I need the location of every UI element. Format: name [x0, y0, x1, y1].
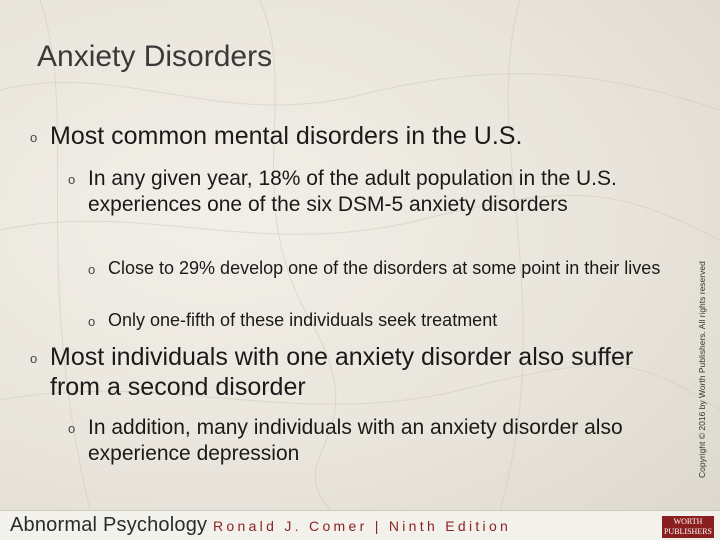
bullet-text: Most individuals with one anxiety disorder also suffer from a second disorder — [50, 343, 634, 401]
bullet-marker: o — [88, 262, 96, 277]
bullet-item — [88, 309, 693, 331]
bullet-marker: o — [68, 172, 76, 187]
bullet-text: Close to 29% develop one of the disorders at some point in their lives — [108, 258, 661, 278]
bullet-text: In addition, many individuals with an anxiety disorder also experience depression — [88, 416, 623, 465]
copyright-notice: Copyright © 2016 by Worth Publishers. All rights reserved — [697, 261, 707, 478]
footer-author-edition: Ronald J. Comer | Ninth Edition — [213, 518, 512, 534]
bullet-item — [30, 342, 650, 402]
bullet-item — [88, 257, 693, 279]
bullet-marker: o — [30, 130, 38, 145]
bullet-marker: o — [68, 421, 76, 436]
bullet-text: Most common mental disorders in the U.S. — [50, 122, 523, 150]
bullet-text: In any given year, 18% of the adult population in the U.S. experiences one of the six DSM-5 anxiety disorders — [88, 167, 617, 216]
bullet-text: Only one-fifth of these individuals seek treatment — [108, 310, 498, 330]
footer-book-title: Abnormal Psychology — [10, 514, 208, 536]
bullet-item — [68, 415, 668, 467]
bullet-item — [68, 166, 668, 218]
slide-title: Anxiety Disorders — [37, 40, 273, 73]
publisher-logo: WORTH PUBLISHERS — [663, 517, 712, 536]
bullet-item — [30, 121, 670, 151]
bullet-marker: o — [30, 351, 38, 366]
footer-bar — [0, 510, 720, 540]
bullet-marker: o — [88, 314, 96, 329]
